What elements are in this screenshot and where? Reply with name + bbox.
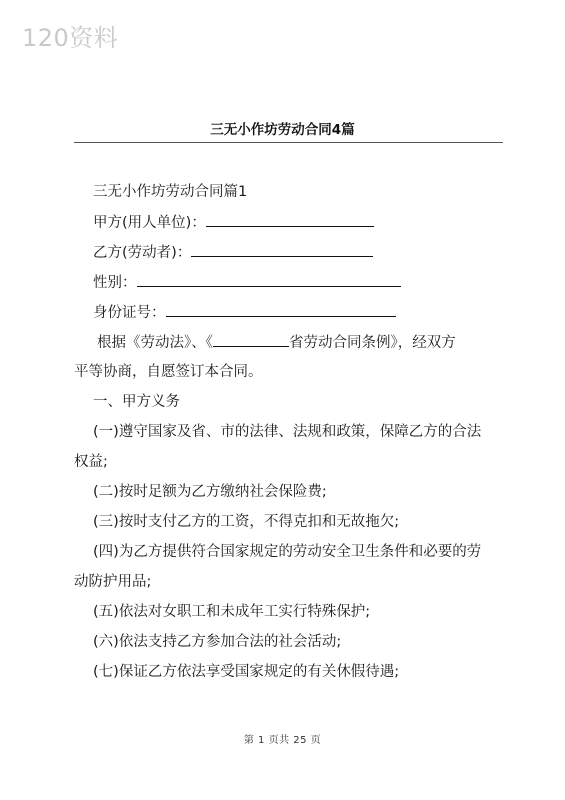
item-3: (三)按时支付乙方的工资，不得克扣和无故拖欠; — [93, 514, 400, 530]
intro-text-b: 省劳动合同条例》，经双方 — [289, 335, 456, 351]
item-1-line-1: (一)遵守国家及省、市的法律、法规和政策，保障乙方的合法 — [93, 424, 482, 440]
party-b-blank[interactable] — [191, 242, 373, 257]
section-1-heading: 一、甲方义务 — [93, 394, 180, 410]
intro-text-a: 根据《劳动法》、《 — [97, 335, 213, 351]
id-number-field — [93, 302, 396, 323]
item-5: (五)依法对女职工和未成年工实行特殊保护; — [93, 604, 371, 620]
item-4-line-2: 动防护用品; — [74, 574, 152, 590]
header-divider — [74, 142, 503, 143]
intro-line-2: 平等协商，自愿签订本合同。 — [74, 364, 263, 380]
gender-field — [93, 272, 401, 293]
watermark: 120资料 — [22, 24, 119, 52]
gender-blank[interactable] — [137, 272, 401, 287]
item-1-line-2: 权益; — [74, 454, 108, 470]
document-header-title: 三无小作坊劳动合同4篇 — [210, 122, 355, 138]
province-blank[interactable] — [213, 332, 289, 347]
party-b-label: 乙方(劳动者)： — [93, 245, 192, 261]
item-6: (六)依法支持乙方参加合法的社会活动; — [93, 634, 342, 650]
id-number-label: 身份证号： — [93, 305, 166, 321]
section-title: 三无小作坊劳动合同篇1 — [93, 184, 248, 200]
item-2: (二)按时足额为乙方缴纳社会保险费; — [93, 484, 327, 500]
party-a-label: 甲方(用人单位)： — [93, 215, 206, 231]
party-a-blank[interactable] — [206, 212, 374, 227]
intro-line-1 — [97, 332, 456, 353]
item-4-line-1: (四)为乙方提供符合国家规定的劳动安全卫生条件和必要的劳 — [93, 544, 482, 560]
id-number-blank[interactable] — [166, 302, 396, 317]
page-footer: 第 1 页共 25 页 — [243, 735, 322, 746]
party-b-field — [93, 242, 373, 263]
party-a-field — [93, 212, 374, 233]
item-7: (七)保证乙方依法享受国家规定的有关休假待遇; — [93, 664, 400, 680]
gender-label: 性别： — [93, 275, 137, 291]
